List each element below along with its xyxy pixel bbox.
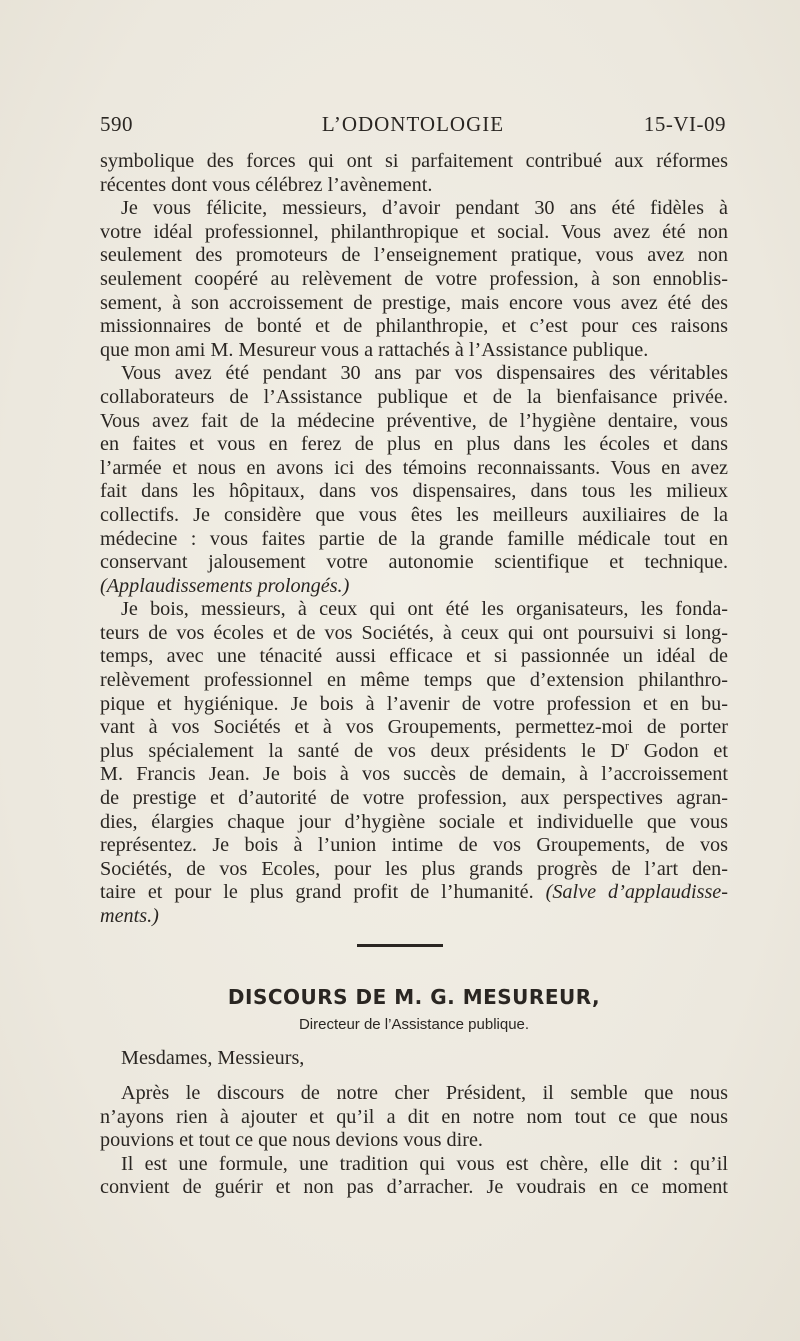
line-text: collectifs. Je considère que vous êtes les meilleurs auxiliaires de la [100, 503, 728, 526]
text-line [100, 1129, 728, 1153]
line-text: ments.) [100, 905, 159, 927]
line-text: Après le discours de notre cher Président, il semble que nous [121, 1082, 728, 1104]
speech-text-block [100, 1082, 728, 1200]
line-text: que mon ami M. Mesureur vous a rattachés à l’Assistance publique. [100, 338, 649, 361]
line-text: teurs de vos écoles et de vos Sociétés, à ceux qui ont poursuivi si long- [100, 621, 728, 644]
line-text: l’armée et nous en avons ici des témoins reconnaissants. Vous en avez [100, 456, 728, 479]
line-text: collaborateurs de l’Assistance publique et de la bienfaisance privée. [100, 385, 728, 408]
line-text: missionnaires de bonté et de philanthropie, et c’est pour ces raisons [100, 315, 728, 338]
text-line [100, 1176, 728, 1200]
superscript: r [625, 738, 629, 753]
text-line [100, 174, 728, 198]
issue-date: 15-VI-09 [643, 112, 726, 136]
line-text: (Applaudissements prolongés.) [100, 574, 350, 597]
text-line [100, 787, 728, 811]
line-text: convient de guérir et non pas d’arracher. Je voudrais en ce moment [100, 1176, 728, 1199]
text-line [100, 645, 728, 669]
line-text: Sociétés, de vos Ecoles, pour les plus grands progrès de l’art den- [100, 857, 728, 880]
line-text: seulement coopéré au relèvement de votre profession, à son ennoblis- [100, 267, 728, 290]
text-line [100, 315, 728, 339]
line-text: temps, avec une ténacité aussi efficace et si passionnée un idéal de [100, 645, 728, 668]
line-text: Je bois, messieurs, à ceux qui ont été les organisateurs, les fonda- [121, 598, 728, 621]
line-text: fait dans les hôpitaux, dans vos dispensaires, dans tous les milieux [100, 480, 728, 503]
toast-text-block [100, 150, 728, 929]
text-line [100, 339, 728, 363]
line-text: dies, élargies chaque jour d’hygiène sociale et individuelle que vous [100, 810, 728, 833]
text-line [100, 292, 728, 316]
text-line [100, 716, 728, 740]
text-line [100, 693, 728, 717]
text-line [100, 881, 728, 905]
line-text: sement, à son accroissement de prestige, mais encore vous avez été des [100, 291, 728, 314]
text-line [100, 740, 728, 764]
text-line [100, 362, 728, 386]
section-subtitle: Directeur de l’Assistance publique. [298, 1016, 530, 1033]
text-line [100, 386, 728, 410]
line-text: Vous avez fait de la médecine préventive, de l’hygiène dentaire, vous [100, 409, 728, 432]
text-line [100, 150, 728, 174]
line-text: plus spécialement la santé de vos deux présidents le D [100, 739, 625, 762]
italic-annotation: (Salve d’applaudisse- [545, 881, 728, 904]
line-text: n’ayons rien à ajouter et qu’il a dit en notre nom tout ce que nous [100, 1105, 728, 1128]
line-text: en faites et vous en ferez de plus en plus dans les écoles et dans [100, 433, 728, 456]
text-line [100, 244, 728, 268]
line-text: récentes dont vous célébrez l’avènement. [100, 173, 433, 196]
line-text: symbolique des forces qui ont si parfaitement contribué aux réformes [100, 150, 728, 172]
line-text: Il est une formule, une tradition qui vous est chère, elle dit : qu’il [121, 1152, 728, 1175]
line-text: représentez. Je bois à l’union intime de vos Groupements, de vos [100, 834, 728, 857]
text-line [100, 575, 728, 599]
text-line [100, 905, 728, 929]
text-line [100, 457, 728, 481]
line-text: vant à vos Sociétés et à vos Groupements, permettez-moi de porter [100, 716, 728, 739]
line-text: pique et hygiénique. Je bois à l’avenir de votre profession et en bu- [100, 692, 728, 715]
text-line [100, 858, 728, 882]
section-divider [357, 944, 443, 947]
line-text-cont: Godon et [629, 739, 728, 762]
line-text: Je vous félicite, messieurs, d’avoir pendant 30 ans été fidèles à [121, 197, 728, 220]
line-text: votre idéal professionnel, philanthropique et social. Vous avez été non [100, 220, 728, 243]
text-line [100, 504, 728, 528]
text-line [100, 834, 728, 858]
text-line [100, 528, 728, 552]
running-header [100, 112, 726, 142]
text-line [100, 1106, 728, 1130]
text-line [100, 410, 728, 434]
line-text: médecine : vous faites partie de la grande famille médicale tout en [100, 527, 728, 550]
text-line [100, 811, 728, 835]
text-line [100, 669, 728, 693]
line-text: relèvement professionnel en même temps que d’extension philanthro- [100, 669, 728, 692]
line-text: seulement des promoteurs de l’enseignement pratique, vous avez non [100, 244, 728, 267]
text-line [100, 221, 728, 245]
speech-greeting: Mesdames, Messieurs, [121, 1047, 305, 1069]
section-title: DISCOURS DE M. G. MESUREUR, [227, 985, 601, 1009]
text-line [100, 433, 728, 457]
journal-title: L’ODONTOLOGIE [321, 112, 505, 136]
line-text: pouvions et tout ce que nous devions vous dire. [100, 1129, 483, 1152]
line-text: de prestige et d’autorité de votre profession, aux perspectives agran- [100, 787, 728, 810]
text-line [100, 268, 728, 292]
line-text: M. Francis Jean. Je bois à vos succès de demain, à l’accroissement [100, 763, 728, 786]
text-line [100, 197, 728, 221]
text-line [100, 622, 728, 646]
text-line [100, 1082, 728, 1106]
line-text: conservant jalousement votre autonomie scientifique et technique. [100, 551, 728, 574]
line-text: Vous avez été pendant 30 ans par vos dispensaires des véritables [121, 362, 728, 385]
page-number: 590 [100, 112, 133, 136]
line-text: taire et pour le plus grand profit de l’humanité. [100, 881, 546, 904]
text-line [100, 1153, 728, 1177]
text-line [100, 480, 728, 504]
text-line [100, 763, 728, 787]
text-line [100, 551, 728, 575]
text-line [100, 598, 728, 622]
